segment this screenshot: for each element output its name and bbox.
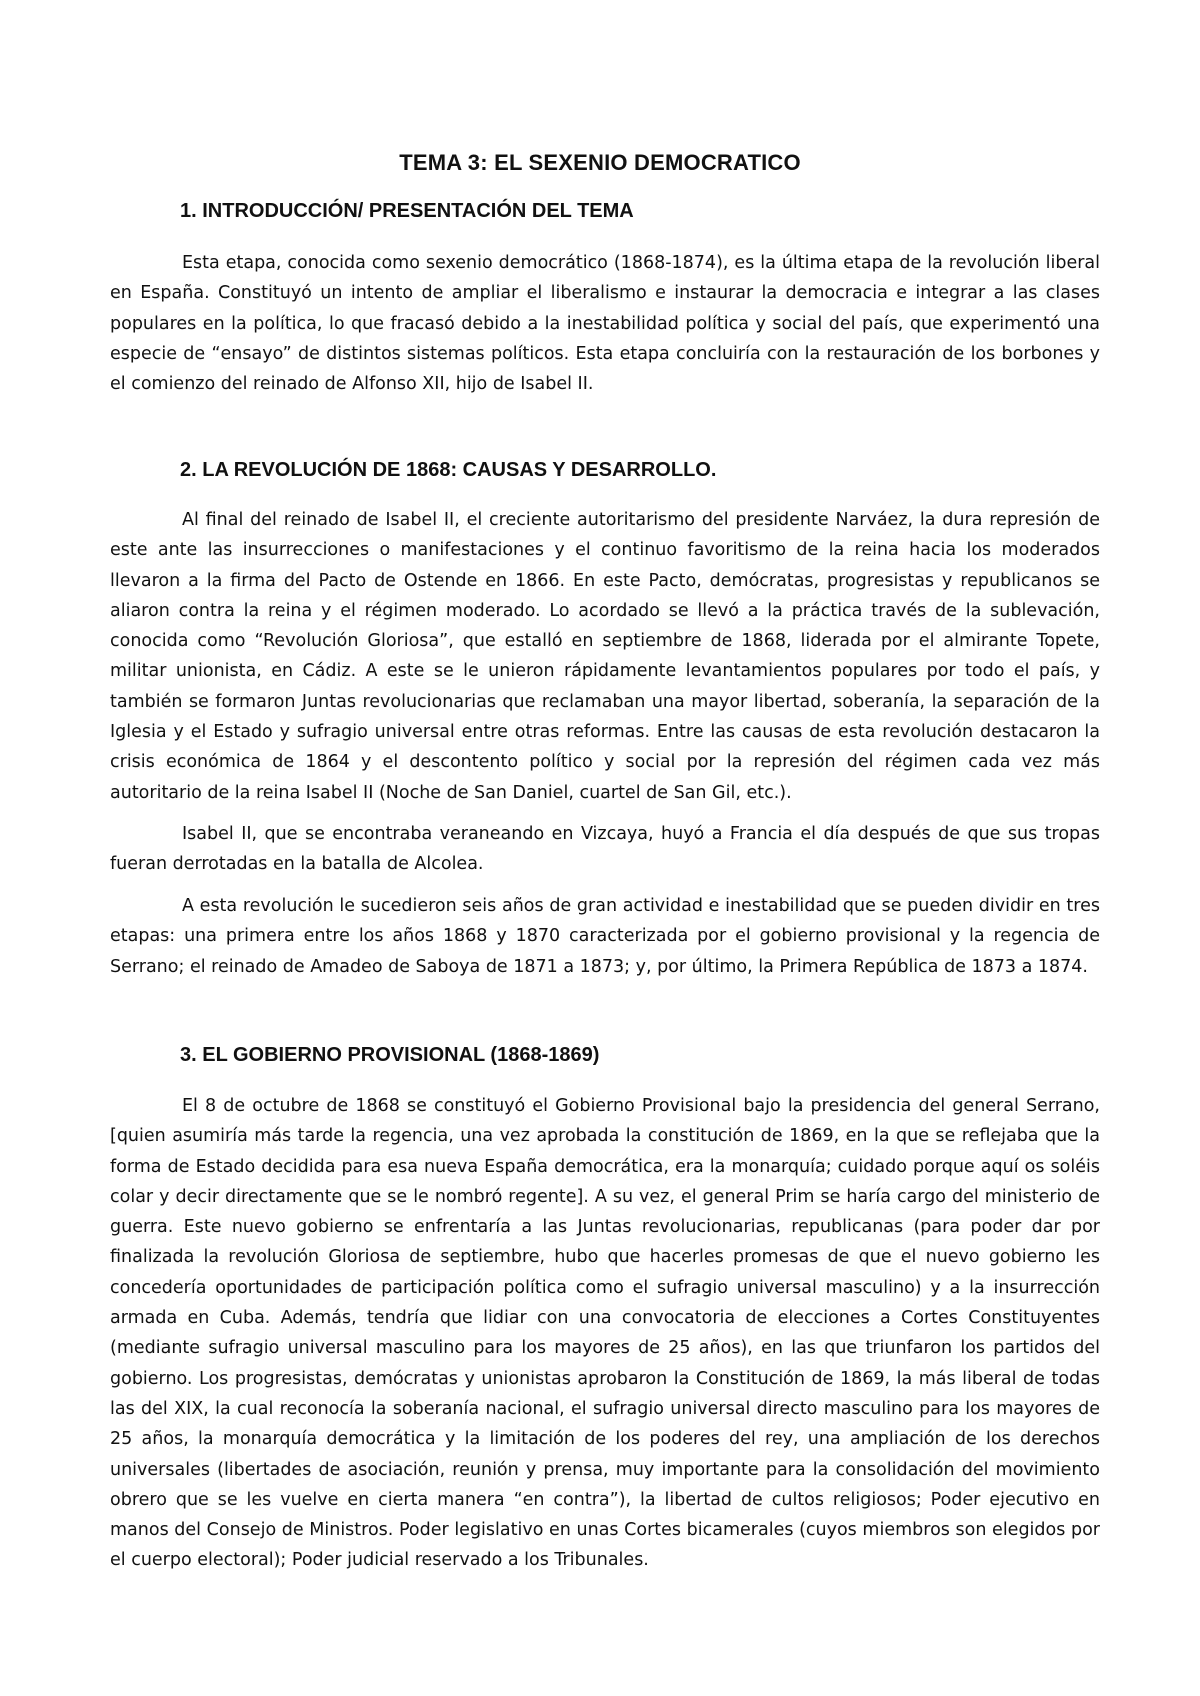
section-1-heading: 1. INTRODUCCIÓN/ PRESENTACIÓN DEL TEMA [180, 200, 634, 222]
section-3-paragraph-1: El 8 de octubre de 1868 se constituyó el Gobierno Provisional bajo la presidencia del general Serrano, [quien asumiría más tarde la regencia, una vez aprobada la constitución de 1869, en la que se reflejaba que la forma de Estado decidida para esa nueva España democrática, era la monarquía; cuidado porque aquí os soléis colar y decir directamente que se le nombró regente]. A su vez, el general Prim se haría cargo del ministerio de guerra. Este nuevo gobierno se enfrentaría a las Juntas revolucionarias, republicanas (para poder dar por finalizada la revolución Gloriosa de septiembre, hubo que hacerles promesas de que el nuevo gobierno les concedería oportunidades de participación política como el sufragio universal masculino) y a la insurrección armada en Cuba. Además, tendría que lidiar con una convocatoria de elecciones a Cortes Constituyentes (mediante sufragio universal masculino para los mayores de 25 años), en las que triunfaron los partidos del gobierno. Los progresistas, demócratas y unionistas aprobaron la Constitución de 1869, la más liberal de todas las del XIX, la cual reconocía la soberanía nacional, el sufragio universal directo masculino para los mayores de 25 años, la monarquía democrática y la limitación de los poderes del rey, una ampliación de los derechos universales (libertades de asociación, reunión y prensa, muy importante para la consolidación del movimiento obrero que se les vuelve en cierta manera “en contra”), la libertad de cultos religiosos; Poder ejecutivo en manos del Consejo de Ministros. Poder legislativo en unas Cortes bicamerales (cuyos miembros son elegidos por el cuerpo electoral); Poder judicial reservado a los Tribunales. [110, 1096, 1100, 1571]
section-2-heading: 2. LA REVOLUCIÓN DE 1868: CAUSAS Y DESARROLLO. [180, 459, 717, 481]
section-2-paragraph-3: A esta revolución le sucedieron seis años de gran actividad e inestabilidad que se pueden dividir en tres etapas: una primera entre los años 1868 y 1870 caracterizada por el gobierno provisional y la regencia de Serrano; el reinado de Amadeo de Saboya de 1871 a 1873; y, por último, la Primera República de 1873 a 1874. [110, 896, 1100, 977]
section-3-heading: 3. EL GOBIERNO PROVISIONAL (1868-1869) [180, 1044, 600, 1066]
section-2-paragraph-1: Al final del reinado de Isabel II, el creciente autoritarismo del presidente Narváez, la dura represión de este ante las insurrecciones o manifestaciones y el continuo favoritismo de la reina hacia los moderados llevaron a la firma del Pacto de Ostende en 1866. En este Pacto, demócratas, progresistas y republicanos se aliaron contra la reina y el régimen moderado. Lo acordado se llevó a la práctica través de la sublevación, conocida como “Revolución Gloriosa”, que estalló en septiembre de 1868, liderada por el almirante Topete, militar unionista, en Cádiz. A este se le unieron rápidamente levantamientos populares por todo el país, y también se formaron Juntas revolucionarias que reclamaban una mayor libertad, soberanía, la separación de la Iglesia y el Estado y sufragio universal entre otras reformas. Entre las causas de esta revolución destacaron la crisis económica de 1864 y el descontento político y social por la represión del régimen cada vez más autoritario de la reina Isabel II (Noche de San Daniel, cuartel de San Gil, etc.). [110, 510, 1100, 803]
section-1-paragraph-1: Esta etapa, conocida como sexenio democrático (1868-1874), es la última etapa de la revolución liberal en España. Constituyó un intento de ampliar el liberalismo e instaurar la democracia e integrar a las clases populares en la política, lo que fracasó debido a la inestabilidad política y social del país, que experimentó una especie de “ensayo” de distintos sistemas políticos. Esta etapa concluiría con la restauración de los borbones y el comienzo del reinado de Alfonso XII, hijo de Isabel II. [110, 253, 1100, 395]
section-2-paragraph-2: Isabel II, que se encontraba veraneando en Vizcaya, huyó a Francia el día después de que sus tropas fueran derrotadas en la batalla de Alcolea. [110, 824, 1100, 875]
document-title: TEMA 3: EL SEXENIO DEMOCRATICO [399, 150, 801, 175]
